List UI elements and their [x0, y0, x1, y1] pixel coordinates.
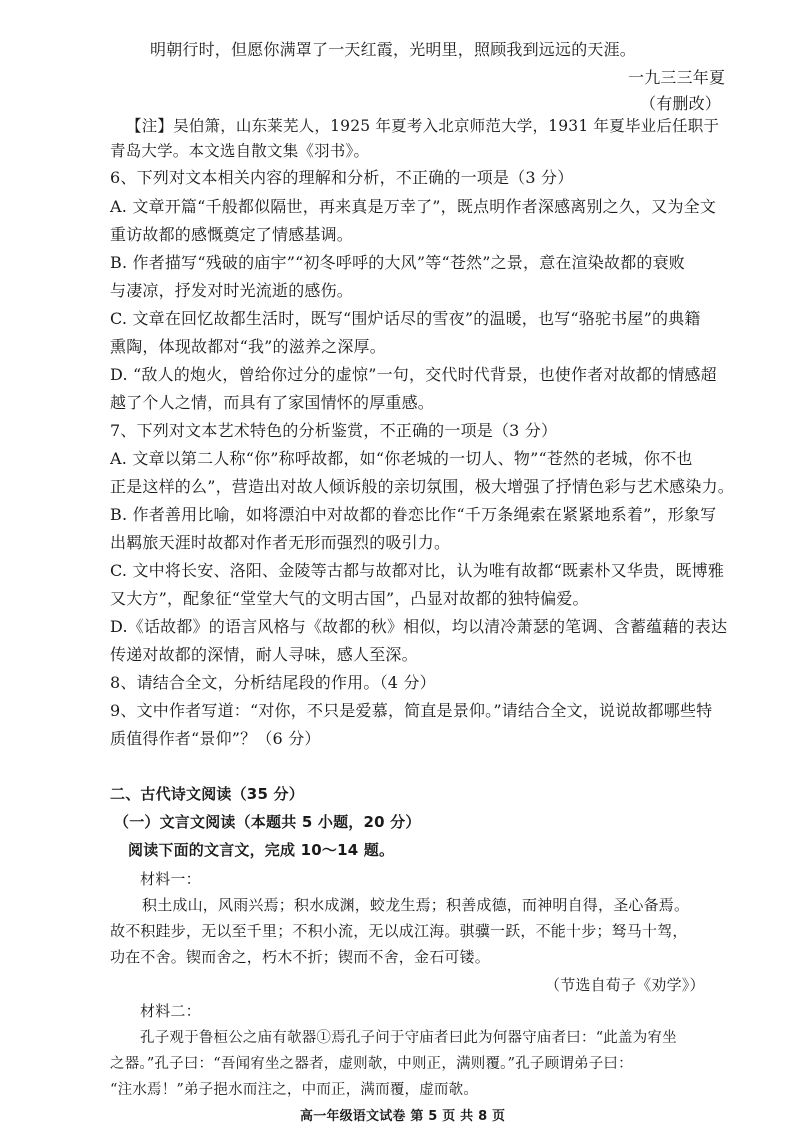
- question-7-option-a-cont: 正是这样的么”，营造出对故人倾诉般的亲切氛围，极大增强了抒情色彩与艺术感染力。: [110, 477, 734, 496]
- section-2-sub-heading: （一）文言文阅读（本题共 5 小题，20 分）: [114, 813, 421, 831]
- question-6-option-d: D. “敌人的炮火，曾给你过分的虚惊”一句，交代时代背景，也使作者对故都的情感超: [110, 365, 717, 384]
- question-7-option-d-cont: 传递对故都的深情，耐人寻味，感人至深。: [110, 645, 418, 664]
- material-1-line-3: 功在不舍。锲而舍之，朽木不折；锲而不舍，金石可镂。: [110, 948, 491, 966]
- question-6-stem: 6、下列对文本相关内容的理解和分析，不正确的一项是（3 分）: [110, 168, 574, 187]
- author-note-line-1: 【注】吴伯箫，山东莱芜人，1925 年夏考入北京师范大学，1931 年夏毕业后任职于: [126, 117, 720, 135]
- question-7-stem: 7、下列对文本艺术特色的分析鉴赏，不正确的一项是（3 分）: [110, 421, 558, 440]
- question-9: 9、文中作者写道：“对你，不只是爱慕，简直是景仰。”请结合全文，说说故都哪些特: [110, 701, 713, 720]
- essay-date: 一九三三年夏: [628, 68, 726, 87]
- edit-note: （有删改）: [640, 94, 722, 113]
- question-6-option-a-cont: 重访故都的感慨奠定了情感基调。: [110, 225, 354, 244]
- material-1-label: 材料一：: [140, 870, 201, 888]
- essay-closing-line: 明朝行时，但愿你满罩了一天红霞，光明里，照顾我到远远的天涯。: [150, 40, 637, 59]
- question-6-option-a: A. 文章开篇“千般都似隔世，再来真是万幸了”，既点明作者深感离别之久，又为全文: [110, 197, 717, 216]
- material-2-line-2: 之器。”孔子曰：“吾闻宥坐之器者，虚则欹，中则正，满则覆。”孔子顾谓弟子曰：: [110, 1056, 633, 1072]
- material-1-line-1: 积土成山，风雨兴焉；积水成渊，蛟龙生焉；积善成德，而神明自得，圣心备焉。: [142, 896, 690, 914]
- question-6-option-b-cont: 与凄凉，抒发对时光流逝的感伤。: [110, 281, 354, 300]
- question-8: 8、请结合全文，分析结尾段的作用。（4 分）: [110, 673, 436, 692]
- material-2-line-3: “注水焉！”弟子挹水而注之，中而正，满而覆，虚而欹。: [110, 1082, 479, 1098]
- question-9-cont: 质值得作者“景仰”？（6 分）: [110, 729, 321, 748]
- material-1-line-2: 故不积跬步，无以至千里；不积小流，无以成江海。骐骥一跃，不能十步；驽马十驾，: [110, 922, 688, 940]
- author-note-line-2: 青岛大学。本文选自散文集《羽书》。: [110, 142, 370, 160]
- question-6-option-b: B. 作者描写“残破的庙宇”“初冬呼呼的大风”等“苍然”之景，意在渲染故都的衰败: [110, 253, 686, 272]
- question-7-option-c-cont: 又大方”，配象征“堂堂大气的文明古国”，凸显对故都的独特偏爱。: [110, 589, 589, 608]
- question-7-option-c: C. 文中将长安、洛阳、金陵等古都与故都对比，认为唯有故都“既素朴又华贵，既博雅: [110, 561, 725, 580]
- question-7-option-b: B. 作者善用比喻，如将漂泊中对故都的眷恋比作“千万条绳索在紧紧地系着”，形象写: [110, 505, 717, 524]
- question-7-option-b-cont: 出羁旅天涯时故都对作者无形而强烈的吸引力。: [110, 533, 451, 552]
- material-2-line-1: 孔子观于鲁桓公之庙有欹器①焉孔子问于守庙者曰此为何器守庙者曰：“此盖为宥坐: [140, 1030, 677, 1046]
- section-2-heading: 二、古代诗文阅读（35 分）: [110, 785, 304, 803]
- page-footer: 高一年级语文试卷 第 5 页 共 8 页: [300, 1109, 506, 1124]
- question-7-option-d: D.《话故都》的语言风格与《故都的秋》相似，均以清冷萧瑟的笔调、含蓄蕴藉的表达: [110, 617, 728, 636]
- question-6-option-c: C. 文章在回忆故都生活时，既写“围炉话尽的雪夜”的温暖，也写“骆驼书屋”的典籍: [110, 309, 701, 328]
- question-7-option-a: A. 文章以第二人称“你”称呼故都，如“你老城的一切人、物”“苍然的老城，你不也: [110, 449, 693, 468]
- question-6-option-c-cont: 熏陶，体现故都对“我”的滋养之深厚。: [110, 337, 386, 356]
- material-1-source: （节选自荀子《劝学》）: [545, 976, 705, 994]
- material-2-label: 材料二：: [140, 1002, 201, 1020]
- reading-instruction: 阅读下面的文言文，完成 10～14 题。: [128, 841, 395, 859]
- question-6-option-d-cont: 越了个人之情，而具有了家国情怀的厚重感。: [110, 393, 435, 412]
